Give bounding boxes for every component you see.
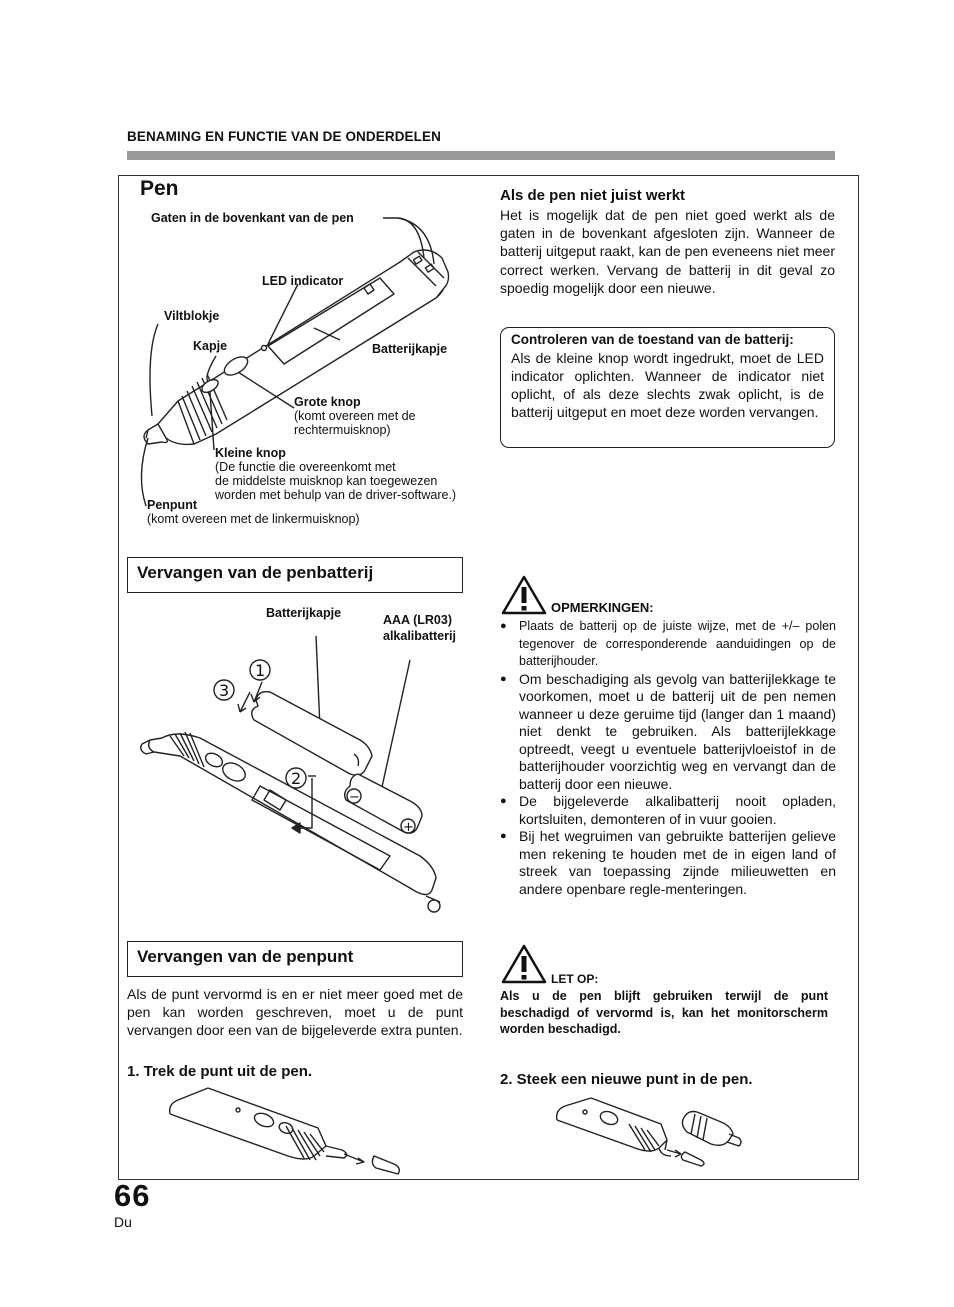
tip-section-title: Vervangen van de penpunt — [127, 941, 463, 977]
label-grote-knop-desc-1: (komt overeen met de — [294, 409, 416, 423]
label-penpunt: Penpunt — [147, 498, 197, 512]
tip-section-text: Als de punt vervormd is en er niet meer goed met de pen kan worden geschreven, moet u de punt vervangen door een van de bijgeleverde extra punten. — [127, 986, 463, 1039]
battery-plus: + — [403, 820, 414, 835]
warning-icon — [500, 574, 548, 616]
header-bar — [127, 151, 835, 160]
label-aaa: AAA (LR03) — [383, 613, 452, 627]
remark-item: ● Bij het wegruimen van gebruikte batterijen gelieve men rekening te houden met de in eigen land of streek van toepassing zijnde milieuwetten en andere openbare regle-menteringen. — [500, 828, 836, 898]
battery-diagram — [140, 630, 460, 920]
section-header: BENAMING EN FUNCTIE VAN DE ONDERDELEN — [127, 129, 441, 144]
tip-insert-diagram — [555, 1094, 755, 1170]
pen-title: Pen — [140, 177, 179, 200]
label-batterijkapje: Batterijkapje — [372, 342, 448, 356]
tip-step-2: 2. Steek een nieuwe punt in de pen. — [500, 1071, 753, 1088]
step-3-number: 3 — [219, 681, 230, 700]
step-2-number: 2 — [291, 769, 302, 788]
battery-check-box — [500, 327, 835, 448]
label-batterijkapje-2: Batterijkapje — [266, 606, 342, 620]
tip-removal-diagram — [168, 1084, 408, 1178]
label-gaten: Gaten in de bovenkant van de pen — [151, 211, 354, 225]
battery-minus: − — [349, 790, 360, 805]
malfunction-text: Het is mogelijk dat de pen niet goed werkt als de gaten in de bovenkant afgesloten zijn. Wanneer de batterij uitgeput raakt, kan de pen eveneens niet meer correct werken. Vervang de batterij in dit geval zo spoedig mogelijk door een nieuwe. — [500, 207, 835, 296]
label-alkalibatterij: alkalibatterij — [383, 629, 456, 643]
remark-item: ● Om beschadiging als gevolg van batterijlekkage te voorkomen, moet u de batterij uit de pen nemen wanneer u deze geruime tijd (langer dan 1 maand) niet denkt te gebruiken. Als batterijlekkage optreedt, veegt u eventuele batterijvloeistof in de batterijhouder voorzichtig weg en vervangt dan de batterij door een nieuwe. — [500, 671, 836, 794]
label-grote-knop-desc-2: rechtermuisknop) — [294, 423, 391, 437]
battery-section-title: Vervangen van de penbatterij — [127, 557, 463, 593]
label-penpunt-desc: (komt overeen met de linkermuisknop) — [147, 512, 360, 526]
label-kleine-knop-desc-1: (De functie die overeenkomt met — [215, 460, 396, 474]
remark-item: ● Plaats de batterij op de juiste wijze, met de +/– polen tegenover de corresponderende aanduidingen op de batterijhouder. — [500, 618, 836, 671]
battery-check-text: Als de kleine knop wordt ingedrukt, moet de LED indicator oplichten. Wanneer de indicator niet oplicht, of als deze slechts zwak oplicht, is de batterij uitgeput en moet deze worden vervangen. — [511, 350, 824, 420]
page-number: 66 — [114, 1178, 151, 1213]
caution-icon — [500, 943, 548, 985]
battery-check-title: Controleren van de toestand van de batterij: — [511, 332, 794, 347]
label-kapje: Kapje — [193, 339, 228, 353]
label-viltblokje: Viltblokje — [164, 309, 220, 323]
tip-step-1: 1. Trek de punt uit de pen. — [127, 1063, 313, 1080]
malfunction-title: Als de pen niet juist werkt — [500, 187, 686, 204]
label-kleine-knop-desc-2: de middelste muisknop kan toegewezen — [215, 474, 438, 488]
label-kleine-knop: Kleine knop — [215, 446, 286, 460]
label-kleine-knop-desc-3: worden met behulp van de driver-software.) — [215, 488, 457, 502]
remarks-list — [500, 618, 836, 898]
remarks-title: OPMERKINGEN: — [551, 600, 654, 615]
language-code: Du — [114, 1214, 132, 1230]
label-grote-knop: Grote knop — [294, 395, 361, 409]
caution-title: LET OP: — [551, 972, 599, 986]
remark-item: ● De bijgeleverde alkalibatterij nooit opladen, kortsluiten, demonteren of in vuur gooien. — [500, 793, 836, 828]
label-led: LED indicator — [262, 274, 344, 288]
caution-text: Als u de pen blijft gebruiken terwijl de punt beschadigd of vervormd is, kan het monitorscherm worden beschadigd. — [500, 989, 828, 1036]
step-1-number: 1 — [255, 661, 266, 680]
